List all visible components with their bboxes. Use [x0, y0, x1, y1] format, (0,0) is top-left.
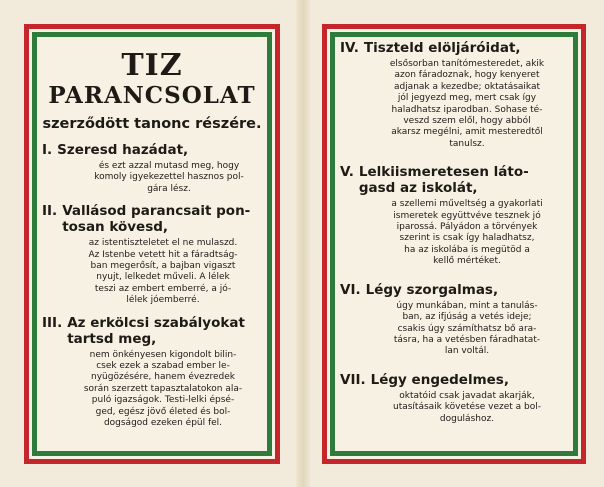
commandment-4: [340, 40, 570, 150]
commandment-number: I.: [42, 142, 53, 158]
commandment-heading: [42, 142, 262, 158]
commandment-2: [42, 203, 262, 306]
commandment-number: IV.: [340, 40, 359, 56]
commandment-title: Légy engedelmes,: [370, 371, 509, 388]
commandment-1: [42, 142, 262, 195]
commandment-number: III.: [42, 314, 63, 331]
left-page: [24, 24, 280, 464]
commandment-heading: [340, 372, 570, 388]
commandment-6: [340, 282, 570, 358]
commandment-text: elsősorban tanítómesteredet, akik azon fáradoznak, hogy kenyeret adjanak a kezedbe; oktatásaikat jól jegyezd meg, mert csak így haladhatsz iparodban. Sohase té- veszd szem elől, hogy abból akarsz megélni, amit mesteredtől tanulsz.: [389, 59, 545, 149]
commandment-3: [42, 315, 262, 430]
commandment-heading: [340, 40, 570, 56]
commandment-title: Tiszteld elöljáróidat,: [363, 40, 521, 56]
commandment-text: az istentiszteletet el ne mulaszd. Az Istenbe vetett hit a fáradtság- ban megerősít, a bajban vigaszt nyujt, lelkedet műveli. A lélek teszi az embert emberré, a jó- lélek jóemberré.: [88, 238, 238, 306]
commandment-text: nem önkényesen kigondolt bilin- csek ezek a szabad ember le- nyügözésére, hanem évezredek során szerzett tapasztalatokon ala- puló igazságok. Testi-lelki épsé- ged, egész jövő életed és bol- dogságod ezeken épül fel.: [83, 349, 243, 429]
commandment-text: és ezt azzal mutasd meg, hogy komoly igyekezettel hasznos pol- gára lész.: [94, 161, 244, 194]
commandment-number: II.: [42, 203, 58, 220]
commandment-text: oktatóid csak javadat akarják, utasításaik követése vezet a bol- doguláshoz.: [392, 390, 542, 424]
commandment-heading: [340, 164, 570, 196]
commandment-heading: [42, 315, 262, 347]
page-fold: [296, 0, 310, 487]
commandment-title: Szeresd hazádat,: [57, 142, 189, 158]
commandment-heading: [340, 282, 570, 298]
commandment-number: V.: [340, 164, 354, 181]
subtitle: szerződött tanonc részére.: [42, 116, 262, 132]
commandment-title: Lelkiismeretesen láto- gasd az iskolát,: [358, 164, 529, 197]
commandment-title: Vallásod parancsait pon- tosan kövesd,: [62, 203, 251, 236]
commandment-number: VI.: [340, 281, 361, 298]
commandment-number: VII.: [340, 371, 366, 388]
commandment-title: Légy szorgalmas,: [365, 281, 499, 298]
commandment-heading: [42, 203, 262, 235]
title-line-1: TIZ: [121, 48, 183, 83]
left-page-content: [42, 46, 262, 450]
commandment-7: [340, 372, 570, 425]
commandment-title: Az erkölcsi szabályokat tartsd meg,: [67, 314, 245, 347]
right-page: [322, 24, 586, 464]
commandment-5: [340, 164, 570, 267]
right-page-content: [340, 40, 570, 450]
commandment-text: a szellemi műveltség a gyakorlati ismeretek együttvéve tesznek jó iparossá. Pályádon a törvények szerint is csak így haladhatsz, ha az iskolába is megütöd a kellő mértéket.: [391, 199, 543, 267]
title-line-2: PARANCSOLAT: [48, 82, 256, 109]
commandment-text: úgy munkában, mint a tanulás- ban, az ifjúság a vetés ideje; csakis úgy számíthatsz bő ara- tásra, ha a vetésben fáradhatat- lan voltál.: [393, 300, 541, 357]
